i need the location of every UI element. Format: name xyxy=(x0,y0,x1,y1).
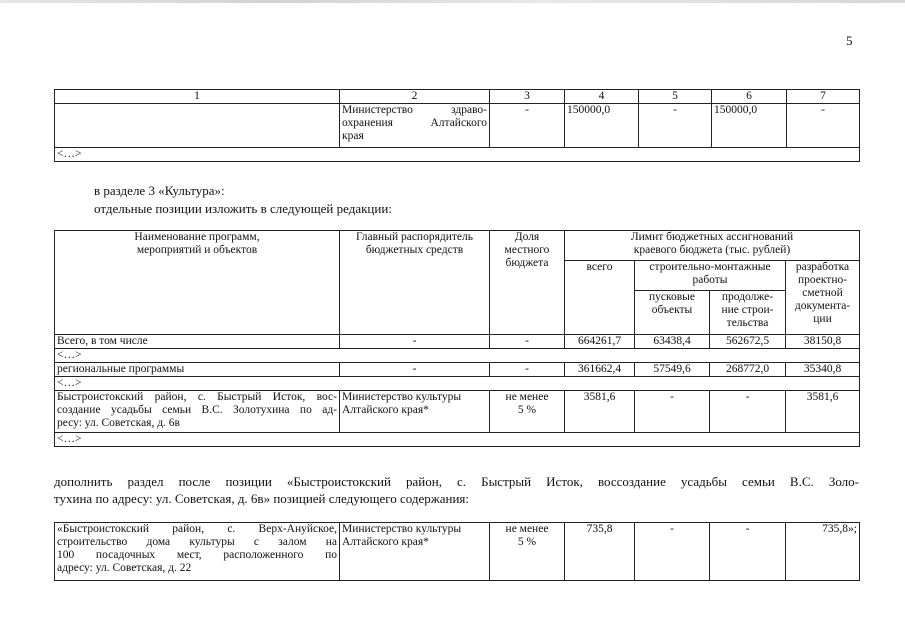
text-line: 5 % xyxy=(517,404,537,416)
cell-share: - xyxy=(490,363,565,377)
cell-design: 3581,6 xyxy=(786,391,860,433)
col-num: 4 xyxy=(565,90,639,104)
header-text: объекты xyxy=(651,304,693,316)
cell-distributor: - xyxy=(340,335,490,349)
cell-continuing: - xyxy=(710,391,786,433)
col-num: 5 xyxy=(639,90,712,104)
table-row xyxy=(55,335,860,349)
cell-design: 735,8»; xyxy=(786,523,860,581)
table-row xyxy=(55,391,860,433)
page-number: 5 xyxy=(846,33,853,48)
header-text: документа- xyxy=(794,300,851,312)
text-line: не менее xyxy=(505,523,549,535)
cell-startup: 63438,4 xyxy=(635,335,710,349)
text-line: создание усадьбы семьи В.С. Золотухина по ад- xyxy=(57,404,337,416)
cell-distributor xyxy=(340,104,490,148)
cell-design: 35340,8 xyxy=(786,363,860,377)
header-text: ции xyxy=(813,313,832,325)
ellipsis: <…> xyxy=(55,433,860,447)
header-local-share xyxy=(490,231,565,335)
text-line: Алтайского края* xyxy=(342,536,429,548)
cell-name: Всего, в том числе xyxy=(55,335,340,349)
header-distributor xyxy=(340,231,490,335)
table-row xyxy=(55,104,860,148)
header-text: местного xyxy=(504,244,550,256)
header-text: пусковые xyxy=(648,291,696,303)
text-line: строительство дома культуры с залом на xyxy=(57,536,337,548)
header-total: всего xyxy=(565,261,635,335)
header-text: работы xyxy=(692,274,728,286)
text-line: Быстроистокский район, с. Быстрый Исток, вос- xyxy=(57,391,337,403)
cell-startup: 57549,6 xyxy=(635,363,710,377)
table-row-ellipsis xyxy=(55,349,860,363)
table-row xyxy=(55,523,860,581)
table-row-ellipsis xyxy=(55,148,860,162)
header-text: разработка xyxy=(795,261,850,273)
cell-name xyxy=(55,523,340,581)
header-text: мероприятий и объектов xyxy=(136,244,258,256)
text-line: Алтайского края* xyxy=(342,404,429,416)
cell-value: - xyxy=(490,104,565,148)
header-text: краевого бюджета (тыс. рублей) xyxy=(633,244,791,256)
table-culture xyxy=(54,230,860,447)
table-row-ellipsis xyxy=(55,433,860,447)
text-line: 100 посадочных мест, расположенного по xyxy=(57,549,337,561)
table-row xyxy=(55,363,860,377)
col-num: 7 xyxy=(787,90,860,104)
text-line: не менее xyxy=(505,391,549,403)
cell-total: 361662,4 xyxy=(565,363,635,377)
addition-text-line: дополнить раздел после позиции «Быстроистокский район, с. Быстрый Исток, воссоздание усадьбы семьи В.С. Золо- xyxy=(54,474,859,489)
text-line: охранения Алтайского xyxy=(342,117,487,129)
col-num: 3 xyxy=(490,90,565,104)
cell-design: 38150,8 xyxy=(786,335,860,349)
cell-empty xyxy=(55,104,340,148)
col-num: 1 xyxy=(55,90,340,104)
table-row-ellipsis xyxy=(55,377,860,391)
text-line: Министерство здраво- xyxy=(342,104,487,116)
cell-continuing: 562672,5 xyxy=(710,335,786,349)
addition-text-line: тухина по адресу: ул. Советская, д. 6в» позицией следующего содержания: xyxy=(54,491,470,506)
header-text: Лимит бюджетных ассигнований xyxy=(630,231,794,243)
text-line: адресу: ул. Советская, д. 22 xyxy=(57,562,192,574)
header-text: Доля xyxy=(514,231,540,243)
cell-share xyxy=(490,523,565,581)
header-text: Наименование программ, xyxy=(134,231,260,243)
text-line: ресу: ул. Советская, д. 6в xyxy=(57,417,180,429)
cell-value: 150000,0 xyxy=(565,104,639,148)
table-health xyxy=(54,89,860,162)
header-text: Главный распорядитель xyxy=(356,231,473,243)
cell-total: 664261,7 xyxy=(565,335,635,349)
cell-startup: - xyxy=(635,523,710,581)
header-text: сметной xyxy=(802,287,843,299)
cell-distributor: - xyxy=(340,363,490,377)
header-startup xyxy=(635,291,710,335)
text-line: Министерство культуры xyxy=(342,391,462,403)
cell-total: 735,8 xyxy=(565,523,635,581)
header-text: бюджетных средств xyxy=(365,244,464,256)
col-num: 2 xyxy=(340,90,490,104)
header-construction xyxy=(635,261,786,291)
section-intro: в разделе 3 «Культура»: xyxy=(94,183,225,198)
scan-edge xyxy=(0,0,905,3)
ellipsis: <…> xyxy=(55,377,860,391)
cell-startup: - xyxy=(635,391,710,433)
header-text: продолже- xyxy=(721,291,774,303)
header-continuing xyxy=(710,291,786,335)
cell-value: - xyxy=(639,104,712,148)
cell-value: - xyxy=(787,104,860,148)
cell-continuing: - xyxy=(710,523,786,581)
cell-distributor xyxy=(340,523,490,581)
table-addition xyxy=(54,522,860,581)
header-text: тельства xyxy=(726,317,769,329)
header-text: проектно- xyxy=(797,274,848,286)
cell-value: 150000,0 xyxy=(712,104,787,148)
header-row xyxy=(55,231,860,261)
header-limit xyxy=(565,231,860,261)
section-instruction: отдельные позиции изложить в следующей редакции: xyxy=(94,201,392,216)
text-line: Министерство культуры xyxy=(342,523,462,535)
ellipsis: <…> xyxy=(55,349,860,363)
header-text: бюджета xyxy=(505,257,549,269)
col-num: 6 xyxy=(712,90,787,104)
header-text: строительно-монтажные xyxy=(649,261,771,273)
header-name xyxy=(55,231,340,335)
ellipsis: <…> xyxy=(55,148,860,162)
text-line: 5 % xyxy=(517,536,537,548)
header-design xyxy=(786,261,860,335)
cell-name: региональные программы xyxy=(55,363,340,377)
cell-distributor xyxy=(340,391,490,433)
cell-total: 3581,6 xyxy=(565,391,635,433)
cell-share: - xyxy=(490,335,565,349)
header-text: ние строи- xyxy=(721,304,774,316)
cell-share xyxy=(490,391,565,433)
cell-name xyxy=(55,391,340,433)
table-row-header xyxy=(55,90,860,104)
text-line: края xyxy=(342,130,364,142)
text-line: «Быстроистокский район, с. Верх-Ануйское, xyxy=(57,523,337,535)
cell-continuing: 268772,0 xyxy=(710,363,786,377)
